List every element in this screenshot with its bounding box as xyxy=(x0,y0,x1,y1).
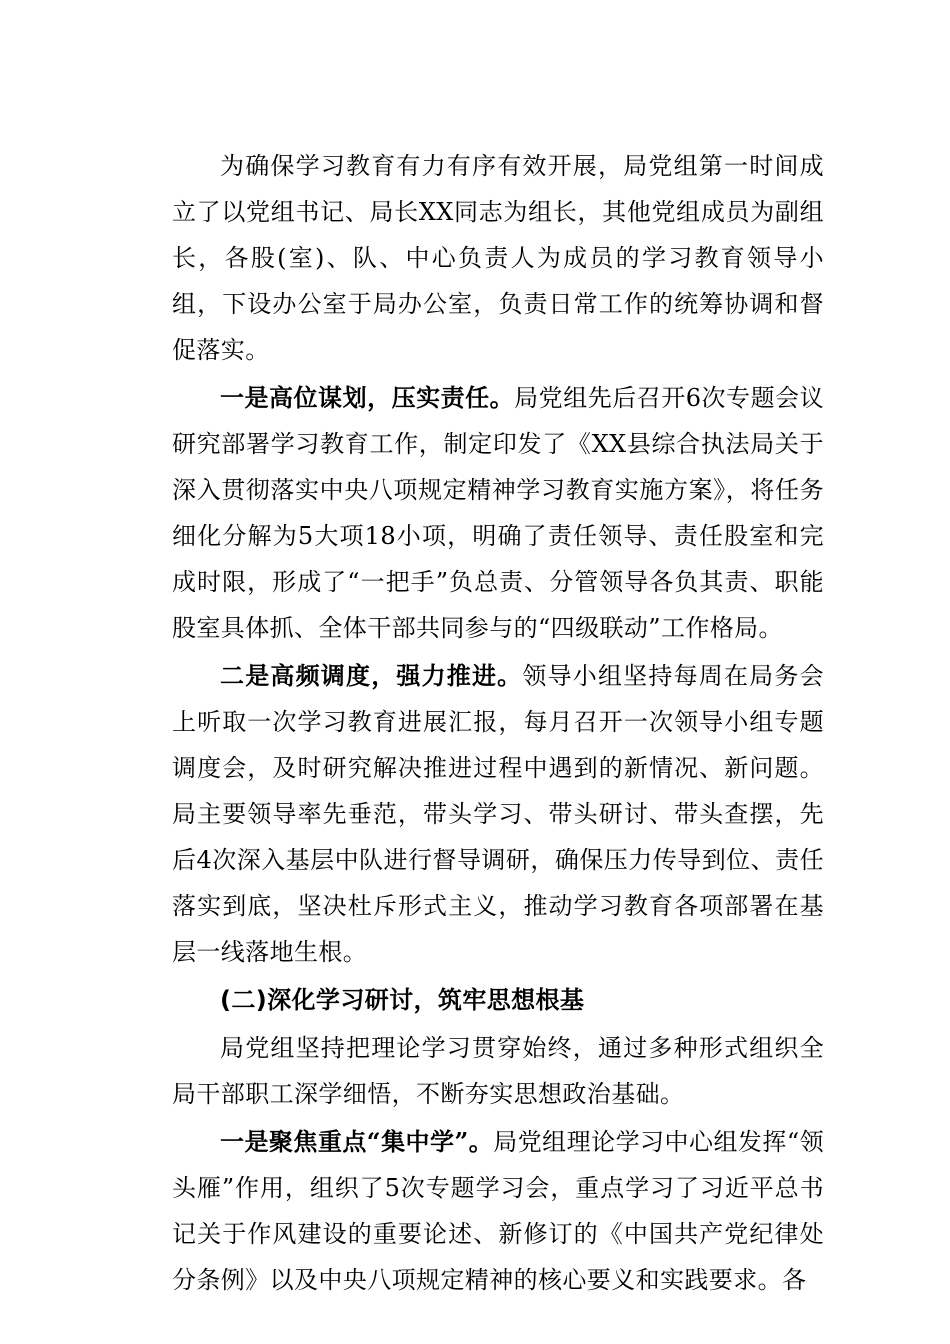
paragraph-lead: 一是聚焦重点“集中学”。 xyxy=(220,1127,494,1156)
document-body xyxy=(172,143,824,1303)
paragraph-text: 领导小组坚持每周在局务会上听取一次学习教育进展汇报，每月召开一次领导小组专题调度会，及时研究解决推进过程中遇到的新情况、新问题。局主要领导率先垂范，带头学习、带头研讨、带头查摆，先后4次深入基层中队进行督导调研，确保压力传导到位、责任落实到底，坚决杜斥形式主义，推动学习教育各项部署在基层一线落地生根。 xyxy=(172,662,824,966)
paragraph-leadership-group xyxy=(172,143,824,373)
paragraph-lead: 一是高位谋划，压实责任。 xyxy=(220,383,515,412)
paragraph-text: 局党组先后召开6次专题会议研究部署学习教育工作，制定印发了《XX县综合执法局关于深入贯彻落实中央八项规定精神学习教育实施方案》，将任务细化分解为5大项18小项，明确了责任领导、责任股室和完成时限，形成了“一把手”负总责、分管领导各负其责、职能股室具体抓、全体干部共同参与的“四级联动”工作格局。 xyxy=(172,384,824,642)
paragraph-theory-study xyxy=(172,1025,824,1117)
paragraph-focused-study xyxy=(172,1119,824,1303)
section-heading: (二)深化学习研讨，筑牢思想根基 xyxy=(220,986,585,1014)
paragraph-text: 为确保学习教育有力有序有效开展，局党组第一时间成立了以党组书记、局长XX同志为组长，其他党组成员为副组长，各股(室)、队、中心负责人为成员的学习教育领导小组，下设办公室于局办公室，负责日常工作的统筹协调和督促落实。 xyxy=(172,152,824,364)
paragraph-high-frequency-scheduling xyxy=(172,653,824,975)
paragraph-high-level-planning xyxy=(172,375,824,651)
paragraph-lead: 二是高频调度，强力推进。 xyxy=(220,661,523,690)
paragraph-text: 局党组坚持把理论学习贯穿始终，通过多种形式组织全局干部职工深学细悟，不断夯实思想政治基础。 xyxy=(172,1034,824,1108)
paragraph-text: 局党组理论学习中心组发挥“领头雁”作用，组织了5次专题学习会，重点学习了习近平总书记关于作风建设的重要论述、新修订的《中国共产党纪律处分条例》以及中央八项规定精神的核心要义和实践要求。各 xyxy=(172,1128,824,1294)
